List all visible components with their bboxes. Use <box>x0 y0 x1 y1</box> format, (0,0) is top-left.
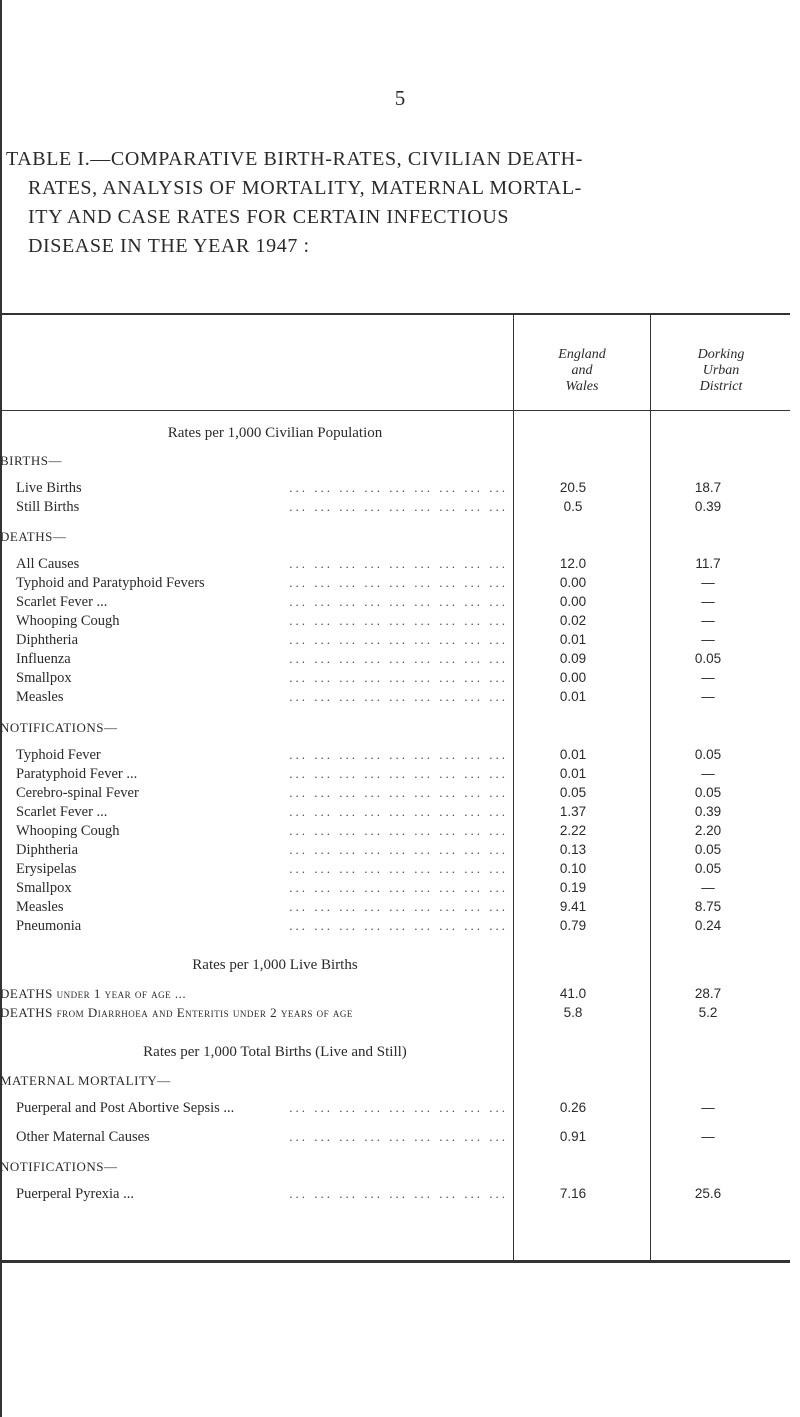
value-england-wales: 12.0 <box>559 556 587 571</box>
table-row <box>0 651 800 671</box>
column-header-england-wales <box>514 347 650 395</box>
row-label: BIRTHS— <box>0 453 62 468</box>
table-row <box>0 1186 800 1206</box>
row-label: Influenza <box>16 651 71 667</box>
table-row <box>0 1159 800 1179</box>
table-row <box>0 747 800 767</box>
dot-leader: ... ... ... ... ... ... ... ... ... <box>289 918 508 933</box>
column-header-line: England <box>558 347 606 362</box>
value-england-wales: 7.16 <box>559 1186 587 1201</box>
column-header-line: Wales <box>565 379 599 394</box>
caption-line-2: RATES, ANALYSIS OF MORTALITY, MATERNAL MORTAL- <box>28 177 582 199</box>
value-england-wales: 1.37 <box>559 804 587 819</box>
dot-leader: ... ... ... ... ... ... ... ... ... <box>289 899 508 914</box>
dot-leader: ... ... ... ... ... ... ... ... ... <box>289 861 508 876</box>
value-dorking: 11.7 <box>695 556 721 571</box>
value-dorking: — <box>701 689 715 704</box>
dot-leader: ... ... ... ... ... ... ... ... ... <box>289 880 508 895</box>
table-row <box>0 1005 800 1025</box>
value-dorking: — <box>701 575 715 590</box>
value-england-wales: 0.02 <box>559 613 587 628</box>
value-dorking: — <box>701 1129 715 1144</box>
table-row <box>0 720 800 740</box>
value-england-wales: 0.01 <box>559 766 587 781</box>
table-row <box>0 670 800 690</box>
value-dorking: 28.7 <box>694 986 722 1001</box>
dot-leader: ... ... ... ... ... ... ... ... ... <box>289 651 508 666</box>
value-england-wales: 0.19 <box>559 880 587 895</box>
row-label: Rates per 1,000 Live Births <box>192 957 358 973</box>
row-label: Whooping Cough <box>16 823 120 839</box>
row-label: Puerperal and Post Abortive Sepsis ... <box>16 1100 235 1116</box>
caption-line-4: DISEASE IN THE YEAR 1947 : <box>28 235 310 257</box>
table-row <box>0 1129 800 1149</box>
value-england-wales: 0.26 <box>559 1100 587 1115</box>
row-label: Other Maternal Causes <box>16 1129 150 1145</box>
value-england-wales: 20.5 <box>559 480 587 495</box>
table-row <box>0 556 800 576</box>
dot-leader: ... ... ... ... ... ... ... ... ... <box>289 1100 508 1115</box>
table-row <box>0 480 800 500</box>
value-england-wales: 0.01 <box>559 747 587 762</box>
table-top-rule <box>0 313 790 315</box>
row-label: Pneumonia <box>16 918 82 934</box>
dot-leader: ... ... ... ... ... ... ... ... ... <box>289 766 508 781</box>
value-england-wales: 0.79 <box>559 918 587 933</box>
row-label: NOTIFICATIONS— <box>0 720 118 735</box>
value-england-wales: 5.8 <box>563 1005 583 1020</box>
table-row <box>0 689 800 709</box>
value-dorking: — <box>701 880 715 895</box>
value-england-wales: 0.13 <box>559 842 587 857</box>
value-england-wales: 0.01 <box>559 632 587 647</box>
table-row <box>0 529 800 549</box>
row-label: Cerebro-spinal Fever <box>16 785 139 801</box>
table-row <box>0 861 800 881</box>
dot-leader: ... ... ... ... ... ... ... ... ... <box>289 670 508 685</box>
value-england-wales: 41.0 <box>559 986 587 1001</box>
row-label: Puerperal Pyrexia ... <box>16 1186 134 1202</box>
dot-leader: ... ... ... ... ... ... ... ... ... <box>289 499 508 514</box>
value-dorking: 0.05 <box>694 785 722 800</box>
row-label: Erysipelas <box>16 861 77 877</box>
table-row <box>0 453 800 473</box>
table-row <box>0 804 800 824</box>
caption-line-1: TABLE I.—COMPARATIVE BIRTH-RATES, CIVILIAN DEATH- <box>6 148 583 170</box>
dot-leader: ... ... ... ... ... ... ... ... ... <box>289 823 508 838</box>
dot-leader: ... ... ... ... ... ... ... ... ... <box>289 575 508 590</box>
row-label: Smallpox <box>16 670 72 686</box>
column-header-line: Dorking <box>697 347 745 362</box>
table-row <box>0 785 800 805</box>
row-label: Diphtheria <box>16 632 79 648</box>
table-row <box>0 880 800 900</box>
row-label: NOTIFICATIONS— <box>0 1159 118 1174</box>
value-dorking: 0.39 <box>694 499 722 514</box>
row-label: MATERNAL MORTALITY— <box>0 1073 171 1088</box>
value-england-wales: 0.05 <box>559 785 587 800</box>
row-label: Measles <box>16 899 64 915</box>
value-dorking: 0.05 <box>694 861 722 876</box>
value-england-wales: 2.22 <box>559 823 587 838</box>
table-row <box>0 1073 800 1093</box>
row-label: Scarlet Fever ... <box>16 804 108 820</box>
table-row <box>0 594 800 614</box>
row-label: Still Births <box>16 499 80 515</box>
value-dorking: 18.7 <box>694 480 722 495</box>
table-row <box>0 575 800 595</box>
value-england-wales: 0.5 <box>563 499 583 514</box>
row-label: Measles <box>16 689 64 705</box>
dot-leader: ... ... ... ... ... ... ... ... ... <box>289 747 508 762</box>
column-header-line: and <box>571 363 593 378</box>
value-dorking: 5.2 <box>698 1005 718 1020</box>
value-dorking: 0.05 <box>694 747 722 762</box>
value-dorking: 2.20 <box>694 823 722 838</box>
row-label: Whooping Cough <box>16 613 120 629</box>
table-row <box>0 823 800 843</box>
dot-leader: ... ... ... ... ... ... ... ... ... <box>289 632 508 647</box>
table-row <box>0 632 800 652</box>
value-dorking: 0.05 <box>694 842 722 857</box>
table-row <box>0 918 800 938</box>
dot-leader: ... ... ... ... ... ... ... ... ... <box>289 480 508 495</box>
row-label: Typhoid and Paratyphoid Fevers <box>16 575 205 591</box>
value-dorking: — <box>701 766 715 781</box>
value-dorking: 8.75 <box>694 899 722 914</box>
table-row <box>0 425 800 445</box>
row-label: DEATHS from Diarrhoea and Enteritis under 2 years of age <box>0 1005 353 1020</box>
value-dorking: — <box>701 632 715 647</box>
value-dorking: 0.39 <box>694 804 722 819</box>
value-england-wales: 0.00 <box>559 575 587 590</box>
value-dorking: — <box>701 613 715 628</box>
table-row <box>0 499 800 519</box>
dot-leader: ... ... ... ... ... ... ... ... ... <box>289 613 508 628</box>
value-dorking: 0.05 <box>694 651 722 666</box>
value-england-wales: 0.01 <box>559 689 587 704</box>
row-label: Smallpox <box>16 880 72 896</box>
dot-leader: ... ... ... ... ... ... ... ... ... <box>289 1186 508 1201</box>
table-row <box>0 766 800 786</box>
dot-leader: ... ... ... ... ... ... ... ... ... <box>289 556 508 571</box>
table-row <box>0 899 800 919</box>
value-dorking: 0.24 <box>694 918 722 933</box>
value-england-wales: 0.00 <box>559 594 587 609</box>
table-row <box>0 1044 800 1064</box>
row-label: Rates per 1,000 Total Births (Live and Still) <box>143 1044 407 1060</box>
dot-leader: ... ... ... ... ... ... ... ... ... <box>289 594 508 609</box>
value-england-wales: 0.00 <box>559 670 587 685</box>
dot-leader: ... ... ... ... ... ... ... ... ... <box>289 785 508 800</box>
caption-line-3: ITY AND CASE RATES FOR CERTAIN INFECTIOUS <box>28 206 510 228</box>
value-dorking: — <box>701 670 715 685</box>
row-label: Typhoid Fever <box>16 747 101 763</box>
row-label: Rates per 1,000 Civilian Population <box>167 425 383 441</box>
dot-leader: ... ... ... ... ... ... ... ... ... <box>289 842 508 857</box>
row-label: DEATHS— <box>0 529 67 544</box>
column-header-line: District <box>699 379 743 394</box>
row-label: Scarlet Fever ... <box>16 594 108 610</box>
value-dorking: — <box>701 1100 715 1115</box>
row-label: Paratyphoid Fever ... <box>16 766 138 782</box>
table-row <box>0 842 800 862</box>
dot-leader: ... ... ... ... ... ... ... ... ... <box>289 1129 508 1144</box>
row-label: Live Births <box>16 480 82 496</box>
dot-leader: ... ... ... ... ... ... ... ... ... <box>289 689 508 704</box>
column-header-line: Urban <box>702 363 740 378</box>
page-number: 5 <box>394 86 406 110</box>
value-dorking: 25.6 <box>694 1186 722 1201</box>
row-label: DEATHS under 1 year of age ... <box>0 986 187 1001</box>
value-england-wales: 0.91 <box>559 1129 587 1144</box>
value-dorking: — <box>701 594 715 609</box>
table-row <box>0 613 800 633</box>
table-caption <box>6 145 786 261</box>
dot-leader: ... ... ... ... ... ... ... ... ... <box>289 804 508 819</box>
table-row <box>0 986 800 1006</box>
value-england-wales: 0.09 <box>559 651 587 666</box>
table-row <box>0 1100 800 1120</box>
value-england-wales: 0.10 <box>559 861 587 876</box>
value-england-wales: 9.41 <box>559 899 587 914</box>
row-label: All Causes <box>16 556 80 572</box>
row-label: Diphtheria <box>16 842 79 858</box>
table-bottom-rule <box>0 1260 790 1263</box>
header-bottom-rule <box>0 410 790 411</box>
column-header-dorking <box>651 347 791 395</box>
table-row <box>0 957 800 977</box>
